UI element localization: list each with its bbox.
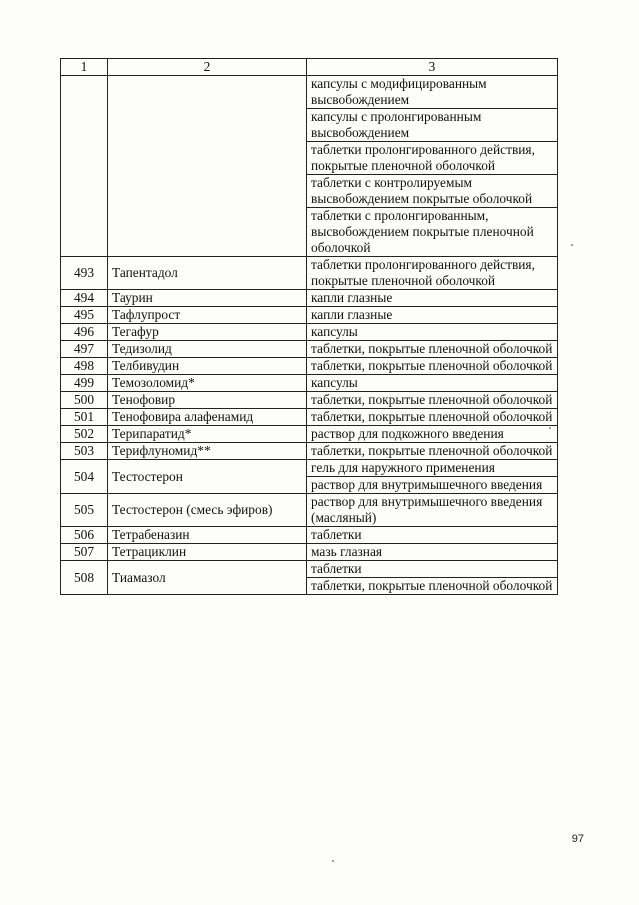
row-number-cell: 494 xyxy=(61,290,108,307)
drug-name-cell: Терипаратид* xyxy=(108,426,307,443)
dosage-form-cell: капсулы с модифицированным высвобождением xyxy=(307,76,558,109)
dosage-form-cell: гель для наружного применения xyxy=(307,460,558,477)
drug-name-cell: Тестостерон xyxy=(108,460,307,494)
row-number-cell: 497 xyxy=(61,341,108,358)
row-number-cell: 498 xyxy=(61,358,108,375)
scan-speck xyxy=(332,860,334,862)
dosage-form-cell: таблетки, покрытые пленочной оболочкой xyxy=(307,443,558,460)
dosage-form-cell: таблетки, покрытые пленочной оболочкой xyxy=(307,578,558,595)
dosage-form-cell: раствор для внутримышечного введения (масляный) xyxy=(307,494,558,527)
row-number-cell: 499 xyxy=(61,375,108,392)
dosage-form-cell: раствор для подкожного введения xyxy=(307,426,558,443)
drug-name-cell: Тиамазол xyxy=(108,561,307,595)
drug-name-cell: Таурин xyxy=(108,290,307,307)
drug-name-cell: Телбивудин xyxy=(108,358,307,375)
table-row xyxy=(61,290,558,307)
dosage-form-cell: капсулы с пролонгированным высвобождением xyxy=(307,109,558,142)
row-number-cell: 501 xyxy=(61,409,108,426)
column-header-3: 3 xyxy=(307,59,558,76)
drug-name-cell xyxy=(108,76,307,257)
dosage-form-cell: таблетки, покрытые пленочной оболочкой xyxy=(307,392,558,409)
drug-name-cell: Тегафур xyxy=(108,324,307,341)
drug-name-cell: Тетрабеназин xyxy=(108,527,307,544)
dosage-form-cell: таблетки, покрытые пленочной оболочкой xyxy=(307,409,558,426)
drug-name-cell: Тенофовира алафенамид xyxy=(108,409,307,426)
drug-name-cell: Тедизолид xyxy=(108,341,307,358)
dosage-form-cell: раствор для внутримышечного введения xyxy=(307,477,558,494)
drug-name-cell: Тапентадол xyxy=(108,257,307,290)
drug-forms-table xyxy=(60,58,558,595)
dosage-form-cell: таблетки xyxy=(307,527,558,544)
header-row xyxy=(61,59,558,76)
drug-name-cell: Темозоломид* xyxy=(108,375,307,392)
dosage-form-cell: мазь глазная xyxy=(307,544,558,561)
table-row xyxy=(61,443,558,460)
table-row xyxy=(61,460,558,477)
row-number-cell: 503 xyxy=(61,443,108,460)
row-number-cell: 507 xyxy=(61,544,108,561)
scan-speck xyxy=(571,244,573,246)
row-number-cell: 496 xyxy=(61,324,108,341)
dosage-form-cell: таблетки xyxy=(307,561,558,578)
table-row xyxy=(61,375,558,392)
dosage-form-cell: таблетки с пролонгированным, высвобождением покрытые пленочной оболочкой xyxy=(307,208,558,257)
column-header-2: 2 xyxy=(108,59,307,76)
table-body xyxy=(61,76,558,595)
table-row xyxy=(61,341,558,358)
table-row xyxy=(61,76,558,109)
table-row xyxy=(61,426,558,443)
drug-name-cell: Терифлуномид** xyxy=(108,443,307,460)
table-row xyxy=(61,392,558,409)
page-number: 97 xyxy=(571,833,584,845)
dosage-form-cell: таблетки, покрытые пленочной оболочкой xyxy=(307,358,558,375)
dosage-form-cell: капсулы xyxy=(307,324,558,341)
table-row xyxy=(61,324,558,341)
table-row xyxy=(61,527,558,544)
column-header-1: 1 xyxy=(61,59,108,76)
dosage-form-cell: капли глазные xyxy=(307,307,558,324)
dosage-form-cell: таблетки пролонгированного действия, покрытые пленочной оболочкой xyxy=(307,257,558,290)
row-number-cell: 495 xyxy=(61,307,108,324)
dosage-form-cell: таблетки с контролируемым высвобождением покрытые оболочкой xyxy=(307,175,558,208)
table-row xyxy=(61,409,558,426)
row-number-cell: 508 xyxy=(61,561,108,595)
row-number-cell xyxy=(61,76,108,257)
drug-name-cell: Тенофовир xyxy=(108,392,307,409)
row-number-cell: 504 xyxy=(61,460,108,494)
table-row xyxy=(61,257,558,290)
table-row xyxy=(61,358,558,375)
row-number-cell: 505 xyxy=(61,494,108,527)
drug-name-cell: Тестостерон (смесь эфиров) xyxy=(108,494,307,527)
dosage-form-cell: таблетки пролонгированного действия, покрытые пленочной оболочкой xyxy=(307,142,558,175)
table-row xyxy=(61,494,558,527)
row-number-cell: 500 xyxy=(61,392,108,409)
dosage-form-cell: капсулы xyxy=(307,375,558,392)
scan-speck xyxy=(549,427,551,429)
dosage-form-cell: таблетки, покрытые пленочной оболочкой xyxy=(307,341,558,358)
drug-name-cell: Тетрациклин xyxy=(108,544,307,561)
row-number-cell: 493 xyxy=(61,257,108,290)
table-row xyxy=(61,307,558,324)
drug-name-cell: Тафлупрост xyxy=(108,307,307,324)
dosage-form-cell: капли глазные xyxy=(307,290,558,307)
row-number-cell: 502 xyxy=(61,426,108,443)
table-row xyxy=(61,544,558,561)
table-row xyxy=(61,561,558,578)
row-number-cell: 506 xyxy=(61,527,108,544)
